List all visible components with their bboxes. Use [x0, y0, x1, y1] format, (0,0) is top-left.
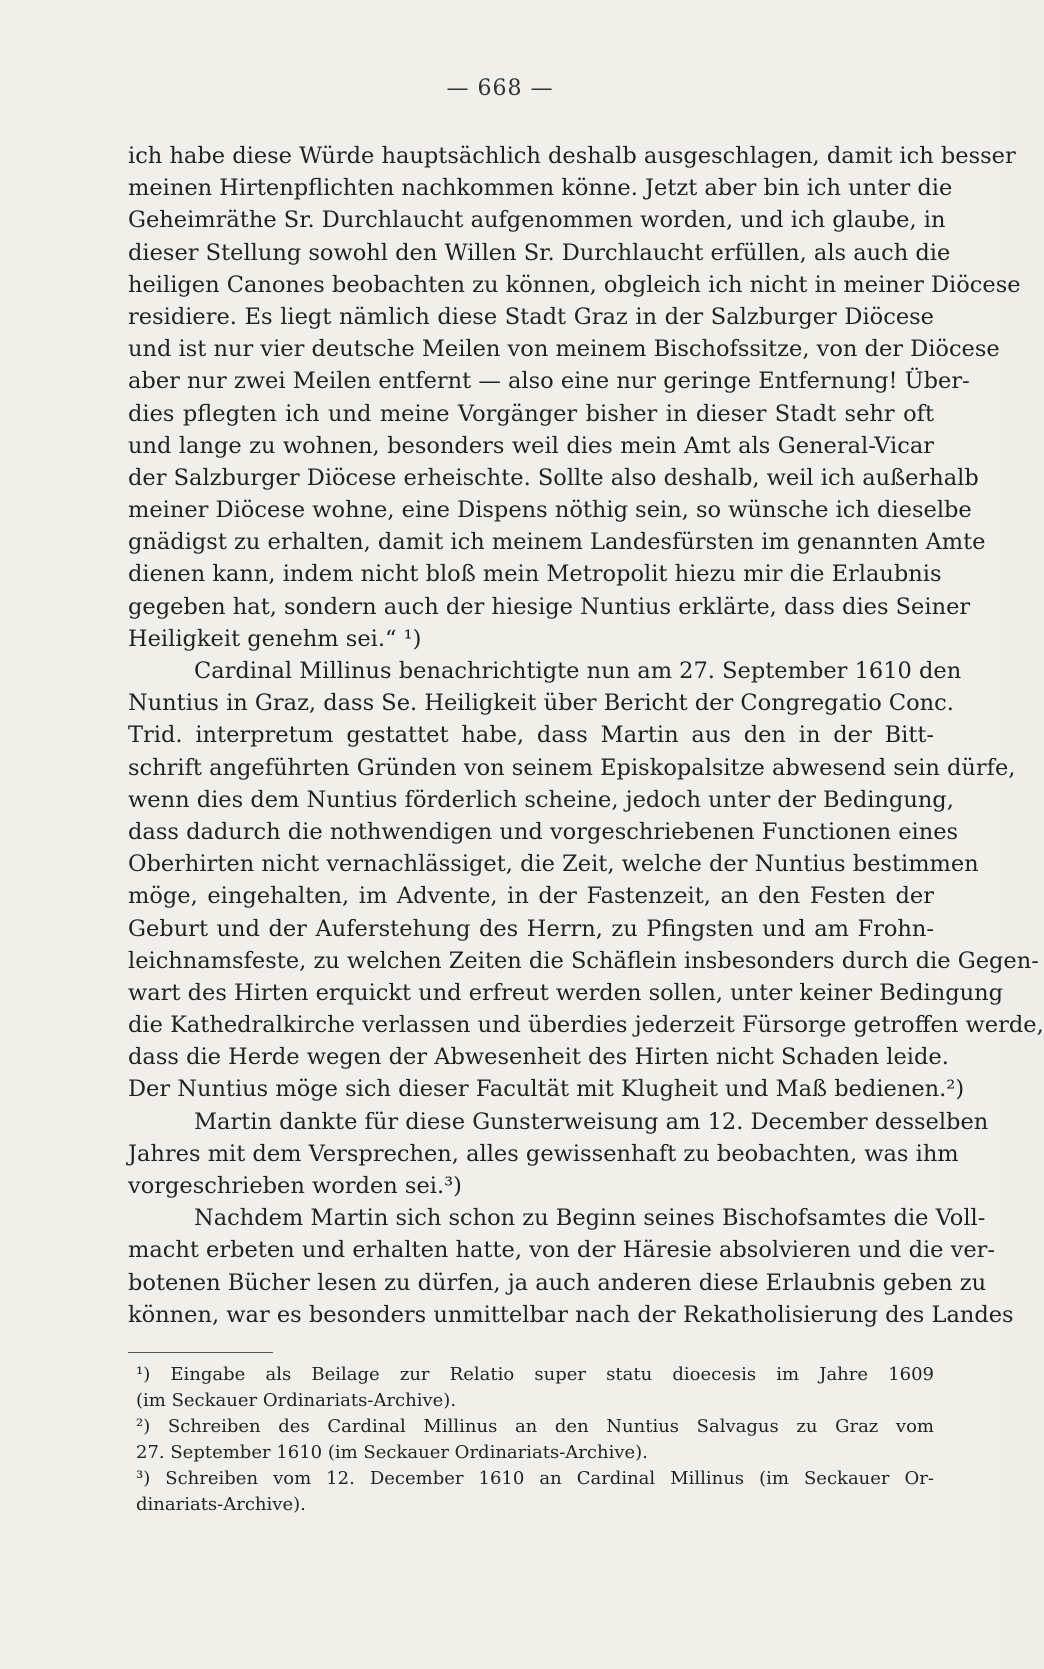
footnote-line: ²) Schreiben des Cardinal Millinus an den Nuntius Salvagus zu Graz vom [136, 1416, 934, 1437]
text-line: dies pflegten ich und meine Vorgänger bisher in dieser Stadt sehr oft [128, 400, 934, 427]
text-line: leichnamsfeste, zu welchen Zeiten die Schäflein insbesonders durch die Gegen- [128, 947, 1039, 974]
footnote-line: ¹) Eingabe als Beilage zur Relatio super statu dioecesis im Jahre 1609 [136, 1364, 934, 1385]
text-line: Oberhirten nicht vernachlässiget, die Zeit, welche der Nuntius bestimmen [128, 851, 979, 878]
text-line: vorgeschrieben worden sei.³) [128, 1173, 462, 1199]
text-line: wart des Hirten erquickt und erfreut werden sollen, unter keiner Bedingung [128, 979, 1004, 1006]
text-line: Geburt und der Auferstehung des Herrn, zu Pfingsten und am Frohn- [128, 915, 934, 942]
text-line: meiner Diöcese wohne, eine Dispens nöthig sein, so wünsche ich dieselbe [128, 497, 972, 524]
text-line: Nachdem Martin sich schon zu Beginn seines Bischofsamtes die Voll- [194, 1205, 986, 1232]
text-line: Geheimräthe Sr. Durchlaucht aufgenommen worden, und ich glaube, in [128, 207, 946, 234]
text-line: Cardinal Millinus benachrichtigte nun am 27. September 1610 den [194, 658, 962, 684]
footnote-divider [128, 1352, 273, 1353]
text-line: der Salzburger Diöcese erheischte. Sollte also deshalb, weil ich außerhalb [128, 464, 979, 491]
text-line: residiere. Es liegt nämlich diese Stadt Graz in der Salzburger Diöcese [128, 303, 934, 330]
text-line: Martin dankte für diese Gunsterweisung am 12. December desselben [194, 1108, 989, 1135]
text-line: gnädigst zu erhalten, damit ich meinem Landesfürsten im genannten Amte [128, 529, 986, 556]
text-line: Nuntius in Graz, dass Se. Heiligkeit über Bericht der Congregatio Conc. [128, 690, 954, 717]
text-line: macht erbeten und erhalten hatte, von der Häresie absolvieren und die ver- [128, 1237, 996, 1264]
main-text [128, 140, 1044, 1331]
text-line: dienen kann, indem nicht bloß mein Metropolit hiezu mir die Erlaubnis [128, 561, 942, 588]
text-line: schrift angeführten Gründen von seinem Episkopalsitze abwesend sein dürfe, [128, 754, 1016, 781]
text-line: Jahres mit dem Versprechen, alles gewissenhaft zu beobachten, was ihm [128, 1140, 959, 1167]
text-line: Trid. interpretum gestattet habe, dass Martin aus den in der Bitt- [128, 722, 934, 749]
text-line: und ist nur vier deutsche Meilen von meinem Bischofssitze, von der Diöcese [128, 336, 1000, 363]
text-line: aber nur zwei Meilen entfernt — also eine nur geringe Entfernung! Über- [128, 368, 970, 395]
footnote-line: 27. September 1610 (im Seckauer Ordinariats-Archive). [136, 1442, 648, 1463]
text-line: dass dadurch die nothwendigen und vorgeschriebenen Functionen eines [128, 818, 959, 845]
footnote-line: ³) Schreiben vom 12. December 1610 an Cardinal Millinus (im Seckauer Or- [136, 1468, 934, 1489]
page-number: — 668 — [446, 76, 554, 101]
footnotes [136, 1362, 934, 1518]
text-line: dieser Stellung sowohl den Willen Sr. Durchlaucht erfüllen, als auch die [128, 239, 951, 266]
text-line: ich habe diese Würde hauptsächlich deshalb ausgeschlagen, damit ich besser [128, 143, 1016, 169]
text-line: Heiligkeit genehm sei.“ ¹) [128, 625, 422, 652]
text-line: gegeben hat, sondern auch der hiesige Nuntius erklärte, dass dies Seiner [128, 593, 971, 620]
text-line: botenen Bücher lesen zu dürfen, ja auch anderen diese Erlaubnis geben zu [128, 1269, 987, 1296]
footnote-line: (im Seckauer Ordinariats-Archive). [136, 1390, 457, 1411]
text-line: Der Nuntius möge sich dieser Facultät mit Klugheit und Maß bedienen.²) [128, 1076, 965, 1103]
text-line: meinen Hirtenpflichten nachkommen könne. Jetzt aber bin ich unter die [128, 175, 953, 202]
text-line: und lange zu wohnen, besonders weil dies mein Amt als General-Vicar [128, 432, 934, 459]
text-line: möge, eingehalten, im Advente, in der Fastenzeit, an den Festen der [128, 883, 934, 910]
footnote-line: dinariats-Archive). [136, 1494, 306, 1515]
text-line: die Kathedralkirche verlassen und überdies jederzeit Fürsorge getroffen werde, [128, 1012, 1044, 1039]
text-line: dass die Herde wegen der Abwesenheit des Hirten nicht Schaden leide. [128, 1044, 949, 1071]
text-line: können, war es besonders unmittelbar nach der Rekatholisierung des Landes [128, 1301, 1014, 1328]
text-line: wenn dies dem Nuntius förderlich scheine, jedoch unter der Bedingung, [128, 786, 954, 813]
text-line: heiligen Canones beobachten zu können, obgleich ich nicht in meiner Diöcese [128, 271, 1021, 298]
